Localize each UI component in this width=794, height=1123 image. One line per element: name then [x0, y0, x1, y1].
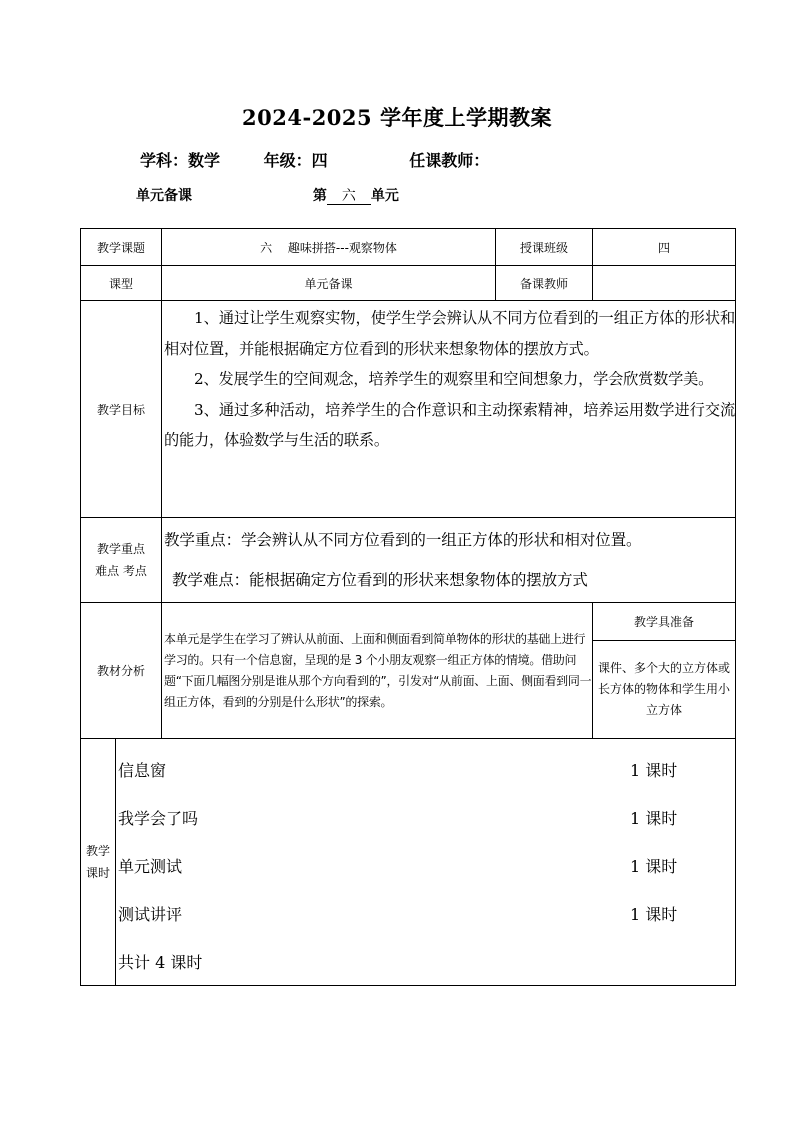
type-row [81, 266, 736, 301]
hours-item-value: 1 课时 [630, 809, 678, 828]
unit-suffix: 单元 [370, 188, 399, 204]
unit-row [136, 185, 399, 205]
tools-label: 教学具准备 [593, 603, 736, 641]
hours-item-name: 信息窗 [118, 761, 167, 780]
list-item [118, 758, 735, 782]
type-label: 课型 [81, 266, 162, 301]
teacher-label: 任课教师： [409, 151, 490, 170]
unit-prefix: 第 [312, 188, 327, 204]
hours-cell [116, 739, 736, 986]
hours-item-value: 1 课时 [630, 761, 678, 780]
key-points-label [81, 518, 162, 603]
analysis-label: 教材分析 [81, 603, 162, 739]
topic-label: 教学课题 [81, 229, 162, 266]
list-item [118, 854, 735, 878]
goals-cell [162, 301, 736, 518]
hours-total-text: 共计 4 课时 [118, 953, 203, 972]
hours-list [116, 739, 735, 985]
class-label: 授课班级 [496, 229, 593, 266]
goal-item: 3、通过多种活动，培养学生的合作意识和主动探索精神，培养运用数学进行交流的能力，体验数学与生活的联系。 [164, 400, 736, 449]
key-points-row [81, 518, 736, 603]
prep-teacher-label: 备课教师 [496, 266, 593, 301]
type-value: 单元备课 [162, 266, 496, 301]
difficult-point-text: 教学难点：能根据确定方位看到的形状来想象物体的摆放方式 [172, 571, 588, 589]
topic-row [81, 229, 736, 266]
lesson-plan-table [80, 228, 736, 986]
key-label-line-2: 难点 考点 [95, 564, 147, 578]
analysis-cell [162, 603, 593, 739]
hours-total [118, 950, 735, 974]
hours-label [81, 739, 116, 986]
hours-row [81, 739, 736, 986]
prep-teacher-value [593, 266, 736, 301]
goal-item: 1、通过让学生观察实物，使学生学会辨认从不同方位看到的一组正方体的形状和相对位置，并能根据确定方位看到的形状来想象物体的摆放方式。 [164, 309, 736, 358]
goals-row [81, 301, 736, 518]
hours-item-name: 测试讲评 [118, 905, 183, 924]
key-label-line-1: 教学重点 [97, 542, 146, 556]
list-item [118, 902, 735, 926]
goals-label: 教学目标 [81, 301, 162, 518]
hours-item-value: 1 课时 [630, 905, 678, 924]
page-title: 2024-2025 学年度上学期教案 [242, 105, 552, 130]
unit-number: 六 [327, 188, 371, 205]
tools-value: 课件、多个大的立方体或长方体的物体和学生用小立方体 [593, 641, 736, 739]
subject-label: 学科：数学 [140, 151, 221, 170]
analysis-row-top [81, 603, 736, 641]
class-value: 四 [593, 229, 736, 266]
list-item [118, 806, 735, 830]
analysis-text: 本单元是学生在学习了辨认从前面、上面和侧面看到简单物体的形状的基础上进行学习的。只有一个信息窗，呈现的是 3 个小朋友观察一组正方体的情境。借助问题“下面几幅图分别是谁从那个方向看到的”，引发对“从前面、上面、侧面看到同一组正方体，看到的分别是什么形状”的探索。 [164, 631, 592, 709]
goal-item: 2、发展学生的空间观念，培养学生的观察里和空间想象力，学会欣赏数学美。 [194, 370, 714, 388]
hours-item-name: 我学会了吗 [118, 809, 199, 828]
key-point-text: 教学重点：学会辨认从不同方位看到的一组正方体的形状和相对位置。 [164, 531, 642, 549]
key-points-cell [162, 518, 736, 603]
hours-label-line-2: 课时 [85, 866, 110, 880]
meta-row [140, 148, 489, 171]
unit-plan-label: 单元备课 [136, 188, 192, 204]
hours-item-name: 单元测试 [118, 857, 183, 876]
hours-item-value: 1 课时 [630, 857, 678, 876]
grade-label: 年级：四 [263, 151, 328, 170]
hours-label-line-1: 教学 [85, 844, 110, 858]
topic-value: 六 趣味拼搭---观察物体 [162, 229, 496, 266]
